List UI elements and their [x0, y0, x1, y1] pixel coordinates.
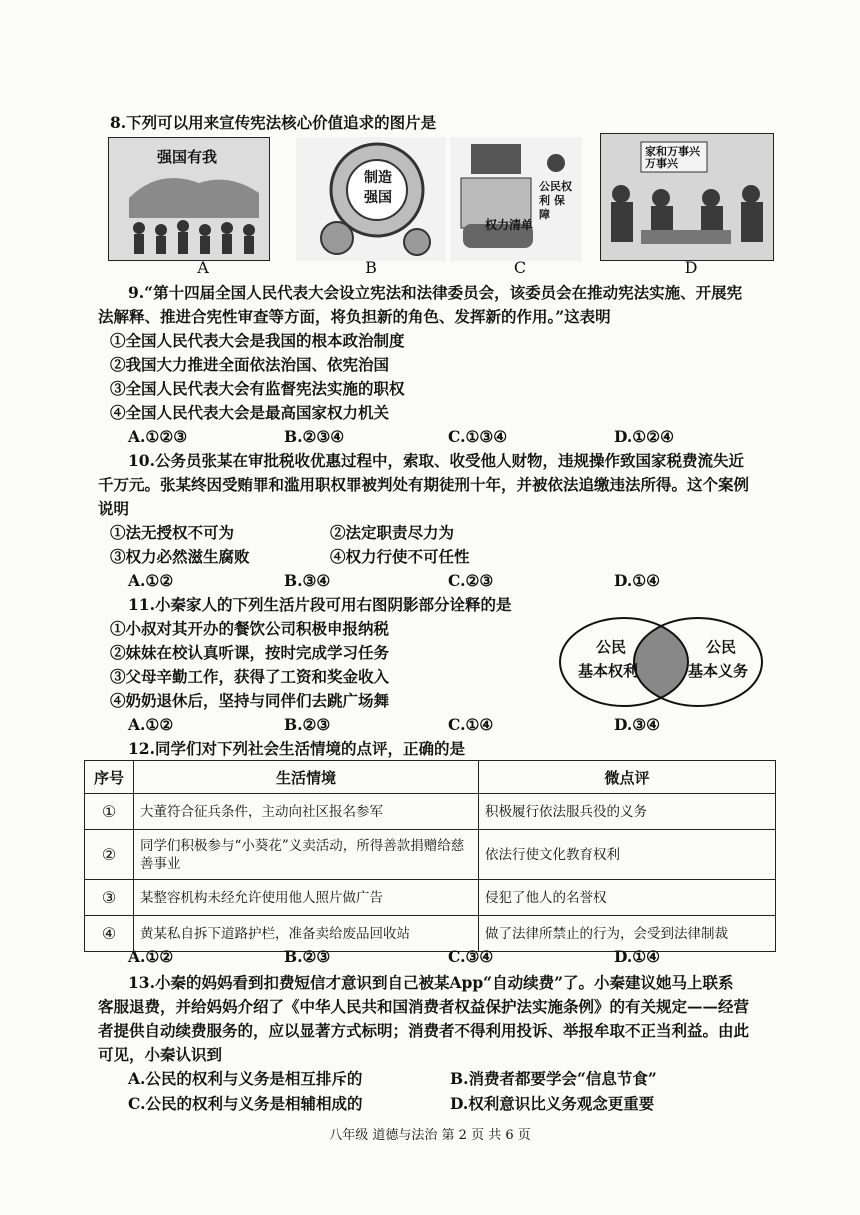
q12-stem: 12.同学们对下列社会生活情境的点评，正确的是 [128, 739, 465, 758]
row-situation: 黄某私自拆下道路护栏，准备卖给废品回收站 [134, 916, 479, 952]
row-number: ④ [85, 916, 134, 952]
figure-d [600, 133, 774, 261]
q10-stem-line-2: 千万元。张某终因受贿罪和滥用职权罪被判处有期徒刑十年，并被依法追缴违法所得。这个案例 [98, 475, 750, 494]
q11-statement-1: ①小叔对其开办的餐饮公司积极申报纳税 [110, 619, 390, 638]
header-situation: 生活情境 [134, 761, 479, 794]
row-situation: 某整容机构未经允许使用他人照片做广告 [134, 880, 479, 916]
q9-statement-3: ③全国人民代表大会有监督宪法实施的职权 [110, 379, 405, 398]
row-comment: 侵犯了他人的名誉权 [479, 880, 776, 916]
row-number: ③ [85, 880, 134, 916]
row-comment: 做了法律所禁止的行为，会受到法律制裁 [479, 916, 776, 952]
q9-statement-1: ①全国人民代表大会是我国的根本政治制度 [110, 331, 405, 350]
q9-statement-4: ④全国人民代表大会是最高国家权力机关 [110, 403, 390, 422]
table-row [85, 916, 776, 952]
q11-option-a: A.①② [128, 715, 174, 734]
venn-left-label-2: 基本权利 [578, 662, 639, 680]
row-number: ① [85, 794, 134, 830]
q13-stem-line-3: 者提供自动续费服务的，应以显著方式标明；消费者不得利用投诉、举报牟取不正当利益。由此 [98, 1021, 750, 1040]
q10-option-c: C.②③ [448, 571, 494, 590]
figure-b-caption: 制造强国 [364, 170, 392, 206]
q11-statement-2: ②妹妹在校认真听课，按时完成学习任务 [110, 643, 390, 662]
q11-statement-4: ④奶奶退休后，坚持与同伴们去跳广场舞 [110, 691, 390, 710]
q13-option-b: B.消费者都要学会“信息节食” [450, 1069, 657, 1088]
figure-a-label: A [197, 258, 209, 277]
q12-option-d: D.①④ [614, 947, 661, 966]
q12-option-c: C.③④ [448, 947, 494, 966]
q10-option-d: D.①④ [614, 571, 661, 590]
figure-c-caption: 权力清单 [485, 218, 534, 232]
q10-statement-3: ③权力必然滋生腐败 [110, 547, 250, 566]
q10-option-b: B.③④ [284, 571, 331, 590]
row-comment: 积极履行依法服兵役的义务 [479, 794, 776, 830]
figure-c-side-caption: 公民权利 保障 [539, 180, 572, 221]
q12-option-b: B.②③ [284, 947, 331, 966]
venn-right-label-1: 公民 [706, 638, 737, 656]
q11-option-c: C.①④ [448, 715, 494, 734]
q10-stem-line-3: 说明 [98, 499, 130, 518]
venn-left-label-1: 公民 [596, 638, 627, 656]
q10-stem-line-1: 10.公务员张某在审批税收优惠过程中，索取、收受他人财物，违规操作致国家税费流失近 [128, 451, 744, 470]
header-comment: 微点评 [479, 761, 776, 794]
q13-stem-line-1: 13.小秦的妈妈看到扣费短信才意识到自己被某App“自动续费”了。小秦建议她马上联系 [128, 973, 734, 992]
page-footer: 八年级 道德与法治 第 2 页 共 6 页 [329, 1128, 531, 1143]
q9-option-a: A.①②③ [128, 427, 188, 446]
q11-option-b: B.②③ [284, 715, 331, 734]
q12-option-a: A.①② [128, 947, 174, 966]
q9-option-c: C.①③④ [448, 427, 508, 446]
q11-statement-3: ③父母辛勤工作，获得了工资和奖金收入 [110, 667, 390, 686]
figure-d-caption: 家和万事兴 万事兴 [645, 145, 700, 170]
figure-b [296, 137, 446, 261]
figure-a [108, 137, 270, 261]
q13-option-a: A.公民的权利与义务是相互排斥的 [128, 1069, 363, 1088]
q9-stem-line-1: 9.“第十四届全国人民代表大会设立宪法和法律委员会，该委员会在推动宪法实施、开展宪 [128, 283, 743, 302]
q13-stem-line-2: 客服退费，并给妈妈介绍了《中华人民共和国消费者权益保护法实施条例》的有关规定——经营 [98, 997, 750, 1016]
q10-option-a: A.①② [128, 571, 174, 590]
header-number: 序号 [85, 761, 134, 794]
q9-statement-2: ②我国大力推进全面依法治国、依宪治国 [110, 355, 390, 374]
figure-d-label: D [684, 258, 698, 277]
q9-option-d: D.①②④ [614, 427, 674, 446]
table-row [85, 830, 776, 880]
q10-statement-4: ④权力行使不可任性 [330, 547, 470, 566]
q11-option-d: D.③④ [614, 715, 661, 734]
q8-stem: 8.下列可以用来宣传宪法核心价值追求的图片是 [110, 113, 437, 132]
row-situation: 同学们积极参与“小葵花”义卖活动，所得善款捐赠给慈善事业 [134, 830, 479, 880]
table-row [85, 880, 776, 916]
q10-statement-2: ②法定职责尽力为 [330, 523, 455, 542]
q13-option-c: C.公民的权利与义务是相辅相成的 [128, 1094, 363, 1113]
table-row [85, 794, 776, 830]
q9-stem-line-2: 法解释、推进合宪性审查等方面，将负担新的角色、发挥新的作用。”这表明 [98, 307, 611, 326]
q11-stem: 11.小秦家人的下列生活片段可用右图阴影部分诠释的是 [128, 595, 512, 614]
q13-option-d: D.权利意识比义务观念更重要 [450, 1094, 655, 1113]
row-comment: 依法行使文化教育权利 [479, 830, 776, 880]
q13-stem-line-4: 可见，小秦认识到 [98, 1045, 223, 1064]
figure-c [450, 137, 582, 261]
figure-c-label: C [513, 258, 527, 277]
row-situation: 大董符合征兵条件，主动向社区报名参军 [134, 794, 479, 830]
q10-statement-1: ①法无授权不可为 [110, 523, 235, 542]
table-header-row [85, 761, 776, 794]
q12-table [84, 760, 776, 952]
venn-right-label-2: 基本义务 [688, 662, 749, 680]
figure-b-label: B [365, 258, 377, 277]
figure-a-caption: 强国有我 [157, 148, 218, 166]
row-number: ② [85, 830, 134, 880]
q9-option-b: B.②③④ [284, 427, 345, 446]
